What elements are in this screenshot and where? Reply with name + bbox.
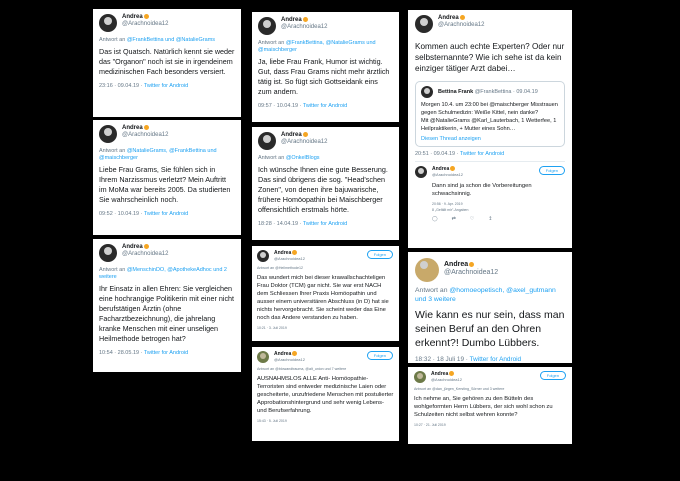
user-name[interactable]: Andrea — [444, 261, 469, 268]
quoted-user-handle: @FrankBettina · 09.04.19 — [474, 88, 538, 95]
user-handle: @Arachnoidea12 — [438, 22, 485, 28]
badge-icon — [144, 14, 149, 19]
client-link[interactable]: Twitter for Android — [143, 350, 189, 356]
client-link[interactable]: Twitter for Android — [302, 103, 348, 109]
tweet-text: Ihr Einsatz in allen Ehren: Sie vergleichen eine hochrangige Politikerin mit einer nicht berufstätigen Ärztin (ohne Facharztbezeichnung), die jahrelang kranke Menschen mit einer unseligen Heilmethode betrogen hat? — [99, 284, 235, 343]
reply-label: Antwort an — [415, 287, 448, 294]
user-name[interactable]: Andrea — [432, 166, 450, 172]
badge-icon — [469, 262, 474, 267]
reply-mentions[interactable]: Antwort an @blowandtrauma, @alt_union und 7 weitere — [257, 367, 347, 371]
reply-mentions[interactable]: @FrankBettina und @NatalieGrams — [126, 37, 216, 43]
avatar[interactable] — [257, 250, 269, 262]
quoted-user-name[interactable]: Bettina Frank — [438, 88, 474, 95]
tweet-text: Ja, liebe Frau Frank, Humor ist wichtig. Gut, dass Frau Grams nicht mehr ärztlich tätig ist. So fügt sich Gottseidank eins zum andern. — [258, 57, 390, 96]
action-bar — [415, 216, 565, 222]
avatar[interactable] — [99, 125, 117, 143]
user-handle: @Arachnoidea12 — [122, 132, 169, 138]
tweet-text: Kommen auch echte Experten? Oder nur selbsternannte? Wie ich sehe ist da kein einziger tätiger Arzt dabei… — [415, 42, 565, 73]
share-icon[interactable]: ↥ — [488, 216, 493, 222]
user-name[interactable]: Andrea — [431, 371, 449, 377]
reply-icon[interactable]: ◯ — [432, 216, 438, 222]
tweet-text: Ich wünsche Ihnen eine gute Besserung. Das sind übrigens die sog. "Head'schen Zonen", von denen ihre bajuwarische, frühere Homöopathin bei Maischberger offensichtlich erstmals hörte. — [258, 165, 388, 214]
reply-label: Antwort an — [99, 37, 126, 43]
tweet-card[interactable]: Andrea @Arachnoidea12 Antwort an @FrankBettina, @NatalieGrams und @maischberger Ja, liebe Frau Frank, Humor ist wichtig. Gut, dass Frau Grams nicht mehr ärztlich tätig ist. So fügt sich Gottseidank eins zum andern. 09:57 · 10.04.19 · Twitter for Android — [252, 12, 399, 122]
timestamp[interactable]: 10:54 · 28.05.19 — [99, 350, 140, 356]
tweet-text: Ich nehme an, Sie gehören zu den Bütteln des wohlgeformten Herrn Lübbers, der sich wohl schon zu Schulzeiten nicht selbst wehren konnte? — [414, 396, 553, 418]
reply-mentions[interactable]: @NatalieGrams, @FrankBettina und @maischberger — [99, 148, 217, 161]
likes-count[interactable]: 8 „Gefällt mir"-Angaben — [432, 208, 469, 212]
avatar[interactable] — [414, 371, 426, 383]
follow-button[interactable]: Folgen — [539, 166, 565, 175]
user-name[interactable]: Andrea — [438, 15, 459, 21]
tweet-card[interactable] — [408, 367, 572, 444]
avatar[interactable] — [258, 17, 276, 35]
user-name[interactable]: Andrea — [122, 125, 143, 131]
timestamp[interactable]: 15:43 · 5. Juli 2019 — [257, 419, 287, 423]
avatar[interactable] — [258, 132, 276, 150]
tweet-card[interactable]: Andrea @Arachnoidea12 Antwort an @FrankBettina und @NatalieGrams Das ist Quatsch. Natürlich kennt sie weder das "Organon" noch ist sie in irgendeinem medizinischen Fach besonders versiert. 23:16 · 09.04.19 · Twitter for Android — [93, 9, 241, 117]
reply-mentions[interactable]: Antwort an @dan_jürgen_Kersting_Sörner und 3 weitere — [414, 387, 505, 391]
badge-icon — [292, 351, 297, 356]
badge-icon — [449, 371, 454, 376]
follow-button[interactable]: Folgen — [367, 351, 393, 360]
follow-button[interactable]: Folgen — [540, 371, 566, 380]
user-name[interactable]: Andrea — [274, 250, 292, 256]
reply-label: Antwort an — [99, 267, 126, 273]
user-name[interactable]: Andrea — [281, 132, 302, 138]
tweet-text: Das wundert mich bei dieser krawallschachteligen Frau Doktor (TCM) gar nicht. Sie war erst NACH dem Schliessen Ihrer Praxis Homöopathin und ausser einem universitären Abschluss (in D) hat sie nichts hervorgebracht. Sie scheint weder das Eine noch das Andere verstanden zu haben. — [257, 275, 389, 321]
tweet-card[interactable]: Andrea @Arachnoidea12 Antwort an @OnkelBlogs Ich wünsche Ihnen eine gute Besserung. Das sind übrigens die sog. "Head'schen Zonen", von denen ihre bajuwarische, frühere Homöopathin bei Maischberger offensichtlich erstmals hörte. 18:28 · 14.04.19 · Twitter for Android — [252, 127, 399, 240]
timestamp[interactable]: 18:28 · 14.04.19 — [258, 221, 299, 227]
reply-mentions[interactable]: @homoeopetisch, @axel_gutmann und 3 weitere — [415, 287, 556, 303]
reply-mentions[interactable]: @FrankBettina, @NatalieGrams und @maischberger — [258, 40, 376, 53]
avatar[interactable] — [257, 351, 269, 363]
badge-icon — [450, 166, 455, 171]
user-name[interactable]: Andrea — [122, 14, 143, 20]
timestamp[interactable]: 10:21 · 3. Juli 2019 — [257, 326, 287, 330]
badge-icon — [144, 125, 149, 130]
tweet-text: AUSNAHMSLOS ALLE Anti- Homöopathie-Terroristen sind entweder medizinische Laien oder gescheiterte, unzufriedene Menschen mit postulierter Approbationshintergrund und sehr wenig Lebens- und Berufserfahrung. — [257, 376, 394, 414]
user-handle: @Arachnoidea12 — [281, 24, 328, 30]
reply-label: Antwort an — [258, 40, 285, 46]
avatar[interactable] — [99, 244, 117, 262]
tweet-text: Wie kann es nur sein, dass man seinen Beruf an den Ohren erkennt?! Dumbo Lübbers. — [415, 309, 565, 349]
avatar[interactable] — [415, 15, 433, 33]
tweet-text: Das ist Quatsch. Natürlich kennt sie weder das "Organon" noch ist sie in irgendeinem medizinischen Fach besonders versiert. — [99, 47, 235, 76]
quoted-text: Morgen 10.4. um 23:00 bei @maischberger Misstrauen gegen Schulmedizin: Weiße Kittel, nein danke? Mit @NatalieGrams @Karl_Lauterbach, 1 Wetterfee, 1 Heilpraktikerin, + Mutter eines Sohn… — [421, 102, 558, 132]
avatar[interactable] — [421, 86, 433, 98]
client-link[interactable]: Twitter for Android — [469, 356, 522, 363]
user-handle: @Arachnoidea12 — [122, 251, 169, 257]
timestamp[interactable]: 20:56 · 9. Apr. 2019 — [432, 202, 463, 206]
tweet-text: Dann sind ja schon die Vorbereitungen schwachsinnig. — [432, 183, 532, 197]
client-link[interactable]: Twitter for Android — [302, 221, 348, 227]
avatar[interactable] — [415, 166, 427, 178]
badge-icon — [292, 250, 297, 255]
user-handle: @Arachnoidea12 — [444, 269, 499, 276]
tweet-card[interactable] — [252, 246, 399, 341]
timestamp[interactable]: 18:32 · 18 Juli 19 — [415, 356, 465, 363]
badge-icon — [460, 15, 465, 20]
timestamp[interactable]: 23:16 · 09.04.19 — [99, 83, 140, 89]
user-handle: @Arachnoidea12 — [432, 172, 463, 177]
client-link[interactable]: Twitter for Android — [143, 211, 189, 217]
user-handle: @Arachnoidea12 — [274, 357, 305, 362]
tweet-card[interactable] — [252, 347, 399, 441]
follow-button[interactable]: Folgen — [367, 250, 393, 259]
tweet-card[interactable]: Andrea @Arachnoidea12 Antwort an @NatalieGrams, @FrankBettina und @maischberger Liebe Frau Grams, Sie fühlen sich in Ihrem Narzissmus verletzt? Mein Auftritt im MoMa war bereits 2005. Da studierten Sie wahrscheinlich noch. 09:52 · 10.04.19 · Twitter for Android — [93, 120, 241, 235]
user-name[interactable]: Andrea — [274, 351, 292, 357]
like-icon[interactable]: ♡ — [469, 216, 475, 222]
reply-mentions[interactable]: @OnkelBlogs — [285, 155, 320, 161]
reply-label: Antwort an — [258, 155, 285, 161]
divider — [415, 161, 565, 162]
timestamp[interactable]: 09:52 · 10.04.19 — [99, 211, 140, 217]
user-name[interactable]: Andrea — [281, 17, 302, 23]
retweet-icon[interactable]: ⇄ — [451, 216, 456, 222]
embedded-reply[interactable] — [415, 166, 565, 222]
user-handle: @Arachnoidea12 — [274, 256, 305, 261]
user-handle: @Arachnoidea12 — [281, 139, 328, 145]
tweet-card[interactable]: Andrea @Arachnoidea12 Antwort an @MenschinDO, @ApothekeAdhoc und 2 weitere Ihr Einsatz in allen Ehren: Sie vergleichen eine hochrangige Politikerin mit einer nicht berufstätigen Ärztin (ohne Facharztbezeichnung), die jahrelang kranke Menschen mit einer unseligen Heilmethode betrogen hat? 10:54 · 28.05.19 · Twitter for Android — [93, 239, 241, 372]
timestamp[interactable]: 20:51 · 09.04.19 — [415, 151, 456, 157]
tweet-card[interactable]: Andrea @Arachnoidea12 Kommen auch echte Experten? Oder nur selbsternannte? Wie ich sehe ist da kein einziger tätiger Arzt dabei… Bettina Frank @FrankBettina · 09.04.19 Morgen 10.4. um 23:00 bei @maischberger Misstrauen gegen Schulmedizin: Weiße Kittel, nein danke? Mit @NatalieGrams @Karl_Lauterbach, 1 Wetterfee, 1 Heilpraktikerin, + Mutter eines Sohn… Diesen Thread anzeigen 20:51 · 09.04.19 · Twitter for Android Folgen Andrea @Arachnoidea12 Dann sind ja schon die Vorbereitungen schwachsinnig. 20:56 · 9. Apr. 2019 8 „Gefällt mir"-Angaben ◯ ⇄ ♡ ↥ — [408, 10, 572, 248]
client-link[interactable]: Twitter for Android — [459, 151, 505, 157]
avatar[interactable] — [99, 14, 117, 32]
reply-mentions[interactable]: Antwort an @Heilmethode12 — [257, 266, 303, 270]
show-thread-link[interactable]: Diesen Thread anzeigen — [421, 136, 481, 142]
user-handle: @Arachnoidea12 — [122, 21, 169, 27]
reply-mentions[interactable]: @MenschinDO, @ApothekeAdhoc und 2 weitere — [99, 267, 227, 280]
user-name[interactable]: Andrea — [122, 244, 143, 250]
client-link[interactable]: Twitter for Android — [143, 83, 189, 89]
badge-icon — [144, 244, 149, 249]
badge-icon — [303, 132, 308, 137]
quoted-tweet[interactable] — [415, 81, 565, 147]
badge-icon — [303, 17, 308, 22]
avatar[interactable] — [415, 258, 439, 282]
reply-label: Antwort an — [99, 148, 126, 154]
tweet-card[interactable]: Andrea @Arachnoidea12 Antwort an @homoeopetisch, @axel_gutmann und 3 weitere Wie kann es nur sein, dass man seinen Beruf an den Ohren erkennt?! Dumbo Lübbers. 18:32 · 18 Juli 19 · Twitter for Android — [408, 252, 572, 363]
user-handle: @Arachnoidea12 — [431, 377, 462, 382]
timestamp[interactable]: 09:57 · 10.04.19 — [258, 103, 299, 109]
timestamp[interactable]: 10:27 · 21. Juli 2019 — [414, 423, 446, 427]
tweet-text: Liebe Frau Grams, Sie fühlen sich in Ihrem Narzissmus verletzt? Mein Auftritt im MoMa war bereits 2005. Da studierten Sie wahrscheinlich noch. — [99, 165, 231, 204]
